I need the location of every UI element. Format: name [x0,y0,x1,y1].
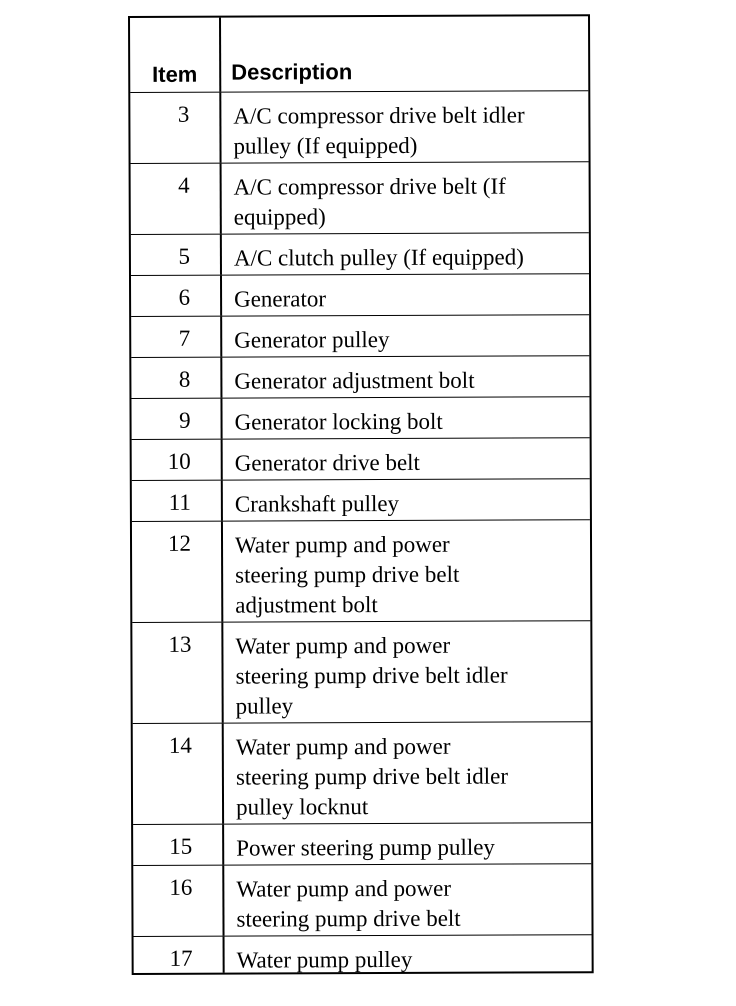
item-description: Water pump pulley [236,946,413,973]
parts-table [128,14,594,975]
table-row [134,934,592,973]
table-row [132,519,590,622]
item-description: A/C compressor drive belt (If equipped) [233,173,506,230]
item-number: 5 [131,235,222,275]
item-description: Water pump and power steering pump drive belt adjustment bolt [234,531,460,618]
item-description: Power steering pump pulley [236,834,495,861]
table-row [131,314,589,357]
item-number: 15 [133,825,224,865]
table-row [131,355,589,398]
table-row [132,620,590,723]
table-row [131,232,589,275]
table-row [131,396,589,439]
item-description: Generator drive belt [234,449,420,476]
item-description: Generator pulley [234,326,390,353]
item-number: 16 [133,866,224,936]
item-number: 8 [131,358,222,398]
item-number: 14 [133,724,224,824]
table-row [130,90,588,163]
item-description: Crankshaft pulley [234,490,400,517]
table-row [133,863,591,936]
item-description: Generator [234,286,327,312]
item-description: Water pump and power steering pump drive belt idler pulley locknut [235,733,509,820]
table-row [133,721,591,824]
item-number: 12 [132,522,223,622]
item-number: 11 [132,481,223,521]
item-description: A/C clutch pulley (If equipped) [233,244,524,271]
item-number: 6 [131,276,222,316]
item-number: 10 [132,440,223,480]
item-number: 3 [130,93,221,163]
item-number: 17 [134,937,225,973]
table-row [132,437,590,480]
table-row [131,161,589,234]
table-row [133,822,591,865]
description-column-header: Description [231,59,353,85]
item-description: Water pump and power steering pump drive belt idler pulley [235,632,508,719]
item-description: Water pump and power steering pump drive belt [236,875,461,932]
item-column-header: Item [130,18,221,92]
item-description: Generator adjustment bolt [234,367,475,394]
item-number: 13 [132,623,223,723]
item-description: A/C compressor drive belt idler pulley (If equipped) [233,102,525,159]
table-row [132,478,590,521]
item-number: 9 [131,399,222,439]
item-number: 7 [131,317,222,357]
table-header-row [130,16,588,92]
item-number: 4 [131,164,222,234]
item-description: Generator locking bolt [234,408,443,435]
table-row [131,273,589,316]
